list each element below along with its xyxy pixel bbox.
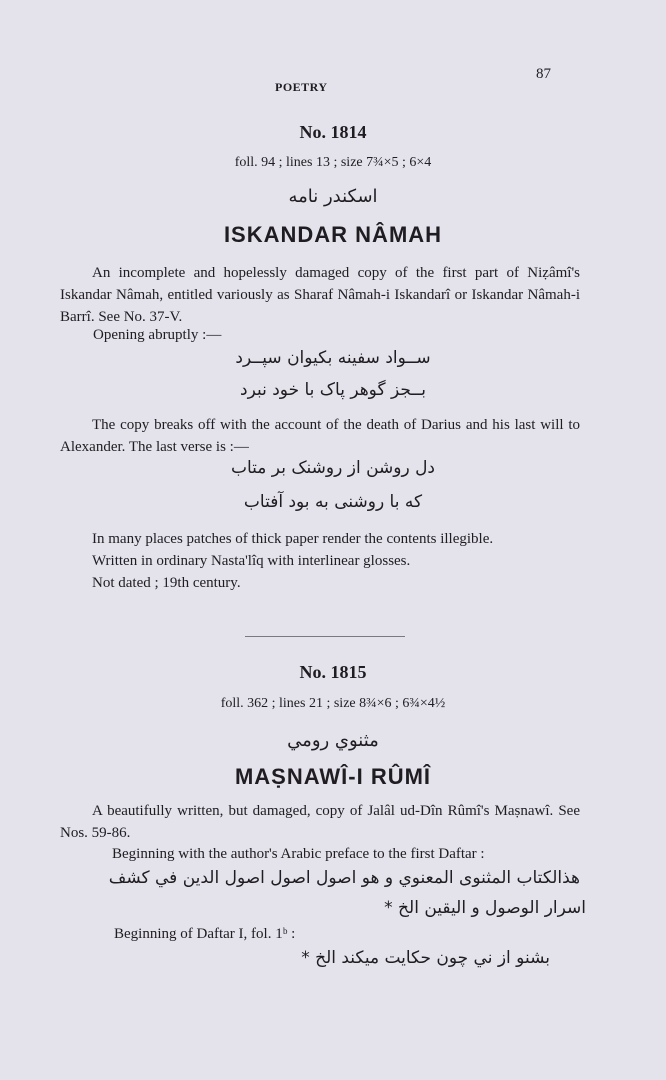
note-date: Not dated ; 19th century. [92, 575, 241, 591]
description-1815 [60, 800, 580, 844]
ending-text-1814: The copy breaks off with the account of the death of Darius and his last will to Alexander. The last verse is :— [60, 417, 580, 455]
daftar-label: Beginning of Daftar I, fol. 1ᵇ : [114, 926, 296, 942]
description-1814 [60, 262, 580, 328]
opening-verse-1: ســواد سفینه بکیوان سپــرد [235, 348, 431, 368]
title-1815: MAṢNAWÎ-I RÛMÎ [234, 764, 432, 789]
daftar-verse: بشنو از ني چون حکایت میکند الخ * [301, 948, 550, 968]
entry-number-1814: No. 1814 [299, 122, 367, 142]
running-title: POETRY [275, 80, 328, 94]
persian-title-1814: اسکندر نامه [288, 186, 378, 207]
section-divider [245, 636, 405, 637]
preface-line-2: اسرار الوصول و الیقین الخ * [384, 898, 586, 918]
preface-line-1: هذالکتاب المثنوی المعنوي و هو اصول اصول اصول الدین في کشف [108, 868, 580, 888]
last-verse-2: که با روشنی به بود آفتاب [243, 492, 423, 512]
persian-title-1815: مثنوي رومي [287, 730, 379, 751]
opening-label-1814: Opening abruptly :— [93, 327, 222, 343]
entry-specs-1815: foll. 362 ; lines 21 ; size 8¾×6 ; 6¾×4½ [220, 696, 446, 711]
page-number: 87 [536, 66, 551, 82]
beginning-label-1815: Beginning with the author's Arabic preface to the first Daftar : [112, 846, 485, 862]
ending-paragraph-1814 [60, 414, 580, 458]
note-patches: In many places patches of thick paper render the contents illegible. [92, 531, 494, 547]
entry-specs-1814: foll. 94 ; lines 13 ; size 7¾×5 ; 6×4 [234, 155, 432, 170]
last-verse-1: دل روشن از روشنک بر متاب [230, 458, 436, 478]
description-text-1815: A beautifully written, but damaged, copy of Jalâl ud-Dîn Rûmî's Maṣnawî. See Nos. 59-86. [60, 803, 580, 841]
description-text-1814: An incomplete and hopelessly damaged copy of the first part of Niẓâmî's Iskandar Nâmah, entitled variously as Sharaf Nâmah-i Iskandarî or Iskandar Nâmah-i Barrî. See No. 37-V. [60, 265, 580, 325]
entry-number-1815: No. 1815 [299, 662, 367, 682]
note-written: Written in ordinary Nasta'lîq with interlinear glosses. [92, 553, 411, 569]
notes-1814 [60, 528, 580, 594]
title-1814: ISKANDAR NÂMAH [223, 222, 443, 247]
opening-verse-2: بــجز گوهر پاک با خود نبرد [240, 380, 426, 400]
